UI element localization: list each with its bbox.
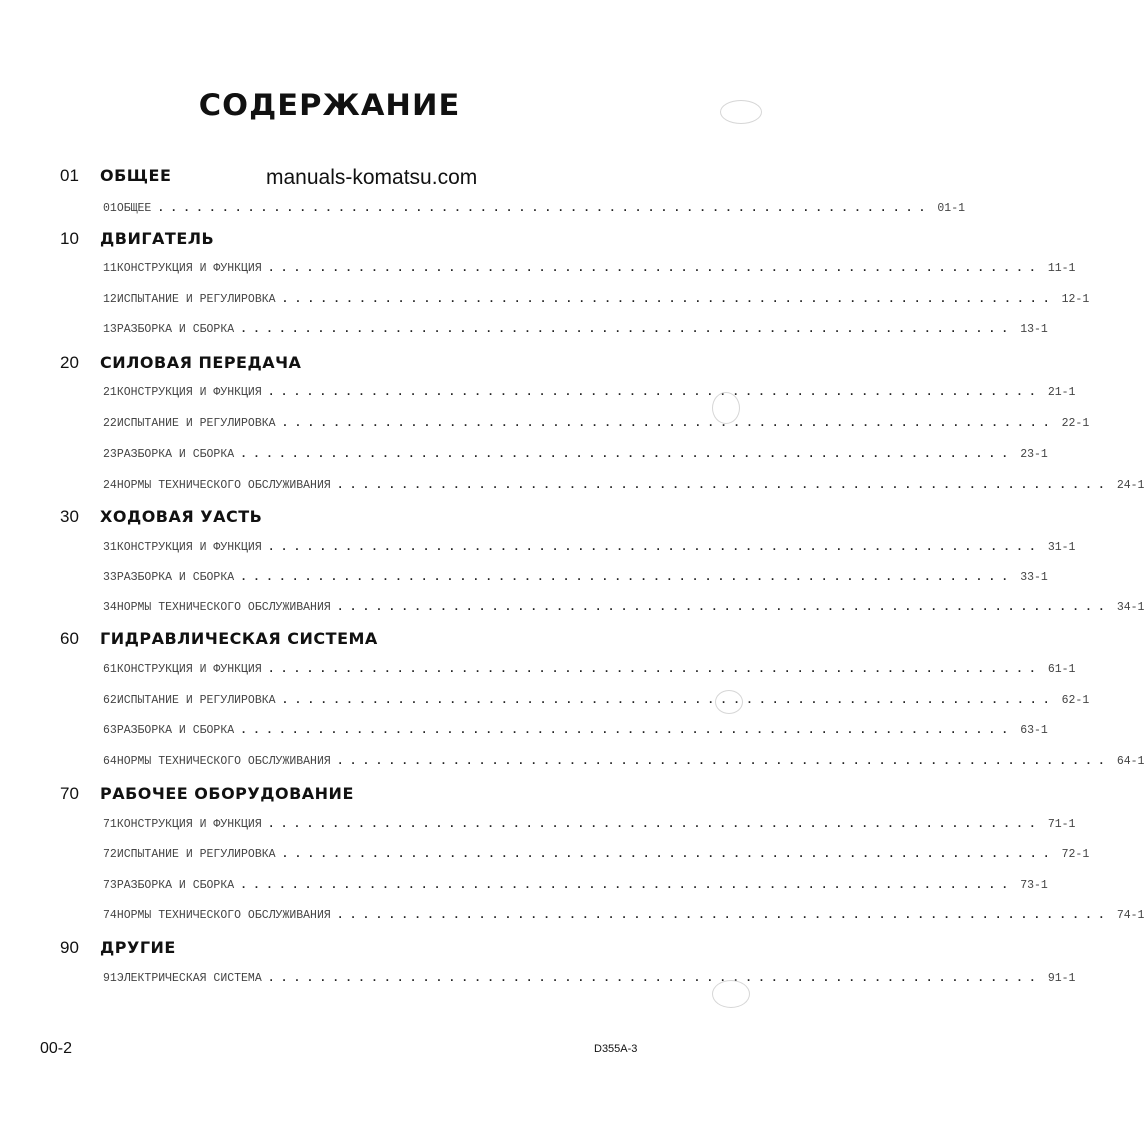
section-number: 60: [60, 629, 79, 648]
dot-leader: ............................................................: [281, 694, 1056, 707]
toc-entry[interactable]: [103, 323, 1048, 336]
dot-leader: ............................................................: [240, 571, 1015, 584]
dot-leader: ............................................................: [240, 879, 1015, 892]
entry-label: КОНСТРУКЦИЯ И ФУНКЦИЯ: [116, 386, 262, 399]
toc-entry[interactable]: [103, 262, 1076, 275]
toc-entry[interactable]: [103, 202, 966, 215]
entry-page: 01-1: [937, 202, 966, 215]
dot-leader: ............................................................: [267, 972, 1042, 985]
entry-page: 64-1: [1116, 755, 1144, 768]
entry-label: РАЗБОРКА И СБОРКА: [116, 879, 235, 892]
entry-page: 74-1: [1116, 909, 1144, 922]
toc-entry[interactable]: [103, 448, 1048, 461]
toc-entry[interactable]: [103, 601, 1144, 614]
entry-number: 21: [103, 386, 117, 399]
dot-leader: ............................................................: [336, 479, 1111, 492]
dot-leader: ............................................................: [336, 909, 1111, 922]
dot-leader: ............................................................: [336, 755, 1111, 768]
binder-hole-mark: [720, 100, 762, 124]
dot-leader: ............................................................: [157, 202, 932, 215]
section-heading: [60, 784, 354, 804]
entry-page: 33-1: [1020, 571, 1048, 584]
entry-number: 12: [103, 293, 117, 306]
entry-page: 22-1: [1061, 417, 1090, 430]
toc-entry[interactable]: [103, 694, 1090, 707]
entry-page: 11-1: [1047, 262, 1076, 275]
entry-number: 34: [103, 601, 117, 614]
dot-leader: ............................................................: [267, 386, 1042, 399]
dot-leader: ............................................................: [240, 448, 1015, 461]
entry-page: 71-1: [1047, 818, 1076, 831]
entry-label: КОНСТРУКЦИЯ И ФУНКЦИЯ: [116, 262, 262, 275]
entry-number: 63: [103, 724, 117, 737]
entry-number: 11: [103, 262, 117, 275]
entry-number: 91: [103, 972, 117, 985]
entry-label: НОРМЫ ТЕХНИЧЕСКОГО ОБСЛУЖИВАНИЯ: [116, 909, 331, 922]
section-name: СИЛОВАЯ ПЕРЕДАЧА: [100, 353, 302, 372]
dot-leader: ............................................................: [240, 724, 1015, 737]
section-number: 20: [60, 353, 79, 372]
dot-leader: ............................................................: [281, 417, 1056, 430]
section-name: ДВИГАТЕЛЬ: [100, 229, 215, 248]
entry-number: 01: [103, 202, 117, 215]
toc-entry[interactable]: [103, 479, 1144, 492]
dot-leader: ............................................................: [281, 293, 1056, 306]
entry-number: 64: [103, 755, 117, 768]
entry-page: 23-1: [1020, 448, 1048, 461]
entry-label: ЭЛЕКТРИЧЕСКАЯ СИСТЕМА: [116, 972, 262, 985]
entry-label: НОРМЫ ТЕХНИЧЕСКОГО ОБСЛУЖИВАНИЯ: [116, 601, 331, 614]
dot-leader: ............................................................: [240, 323, 1015, 336]
toc-entry[interactable]: [103, 818, 1076, 831]
toc-entry[interactable]: [103, 293, 1090, 306]
entry-page: 31-1: [1047, 541, 1076, 554]
entry-page: 61-1: [1047, 663, 1076, 676]
watermark-text: manuals-komatsu.com: [266, 166, 478, 189]
section-number: 90: [60, 938, 79, 957]
toc-entry[interactable]: [103, 724, 1048, 737]
section-name: ГИДРАВЛИЧЕСКАЯ СИСТЕМА: [100, 629, 378, 648]
entry-label: ИСПЫТАНИЕ И РЕГУЛИРОВКА: [116, 417, 276, 430]
section-name: ХОДОВАЯ УАСТЬ: [100, 507, 263, 526]
entry-label: РАЗБОРКА И СБОРКА: [116, 323, 235, 336]
entry-number: 13: [103, 323, 117, 336]
dot-leader: ............................................................: [267, 541, 1042, 554]
page-number: 00-2: [40, 1040, 73, 1057]
entry-page: 72-1: [1061, 848, 1090, 861]
toc-entry[interactable]: [103, 541, 1076, 554]
entry-label: ОБЩЕЕ: [116, 202, 152, 215]
section-name: ОБЩЕЕ: [100, 166, 172, 185]
entry-label: КОНСТРУКЦИЯ И ФУНКЦИЯ: [116, 818, 262, 831]
section-heading: [60, 166, 171, 186]
dot-leader: ............................................................: [267, 262, 1042, 275]
toc-entry[interactable]: [103, 848, 1090, 861]
entry-page: 24-1: [1116, 479, 1144, 492]
entry-page: 34-1: [1116, 601, 1144, 614]
entry-number: 72: [103, 848, 117, 861]
entry-label: НОРМЫ ТЕХНИЧЕСКОГО ОБСЛУЖИВАНИЯ: [116, 755, 331, 768]
binder-hole-mark: [715, 690, 743, 714]
toc-entry[interactable]: [103, 879, 1048, 892]
entry-number: 33: [103, 571, 117, 584]
entry-number: 24: [103, 479, 117, 492]
section-heading: [60, 507, 262, 527]
toc-entry[interactable]: [103, 755, 1144, 768]
entry-label: РАЗБОРКА И СБОРКА: [116, 724, 235, 737]
model-code: D355A-3: [594, 1043, 638, 1055]
section-heading: [60, 353, 301, 373]
section-number: 30: [60, 507, 79, 526]
entry-page: 21-1: [1047, 386, 1076, 399]
entry-number: 74: [103, 909, 117, 922]
entry-label: ИСПЫТАНИЕ И РЕГУЛИРОВКА: [116, 848, 276, 861]
toc-entry[interactable]: [103, 663, 1076, 676]
entry-label: РАЗБОРКА И СБОРКА: [116, 448, 235, 461]
section-heading: [60, 938, 176, 958]
entry-page: 12-1: [1061, 293, 1090, 306]
entry-page: 91-1: [1047, 972, 1076, 985]
binder-hole-mark: [712, 980, 750, 1008]
section-number: 01: [60, 166, 79, 185]
toc-entry[interactable]: [103, 571, 1048, 584]
entry-label: КОНСТРУКЦИЯ И ФУНКЦИЯ: [116, 663, 262, 676]
toc-entry[interactable]: [103, 909, 1144, 922]
entry-label: РАЗБОРКА И СБОРКА: [116, 571, 235, 584]
toc-entry[interactable]: [103, 417, 1090, 430]
entry-number: 71: [103, 818, 117, 831]
dot-leader: ............................................................: [267, 818, 1042, 831]
entry-label: КОНСТРУКЦИЯ И ФУНКЦИЯ: [116, 541, 262, 554]
section-heading: [60, 629, 378, 649]
entry-label: ИСПЫТАНИЕ И РЕГУЛИРОВКА: [116, 293, 276, 306]
entry-page: 62-1: [1061, 694, 1090, 707]
page-title: СОДЕРЖАНИЕ: [198, 88, 461, 122]
dot-leader: ............................................................: [267, 663, 1042, 676]
entry-page: 63-1: [1020, 724, 1048, 737]
entry-number: 73: [103, 879, 117, 892]
toc-entry[interactable]: [103, 386, 1076, 399]
entry-page: 13-1: [1020, 323, 1048, 336]
entry-number: 22: [103, 417, 117, 430]
dot-leader: ............................................................: [281, 848, 1056, 861]
dot-leader: ............................................................: [336, 601, 1111, 614]
entry-page: 73-1: [1020, 879, 1048, 892]
toc-entry[interactable]: [103, 972, 1076, 985]
entry-number: 62: [103, 694, 117, 707]
entry-number: 23: [103, 448, 117, 461]
binder-hole-mark: [712, 392, 740, 424]
entry-number: 31: [103, 541, 117, 554]
entry-label: ИСПЫТАНИЕ И РЕГУЛИРОВКА: [116, 694, 276, 707]
entry-number: 61: [103, 663, 117, 676]
section-name: РАБОЧЕЕ ОБОРУДОВАНИЕ: [100, 784, 354, 803]
entry-label: НОРМЫ ТЕХНИЧЕСКОГО ОБСЛУЖИВАНИЯ: [116, 479, 331, 492]
section-heading: [60, 229, 214, 249]
section-name: ДРУГИЕ: [100, 938, 176, 957]
section-number: 10: [60, 229, 79, 248]
section-number: 70: [60, 784, 79, 803]
